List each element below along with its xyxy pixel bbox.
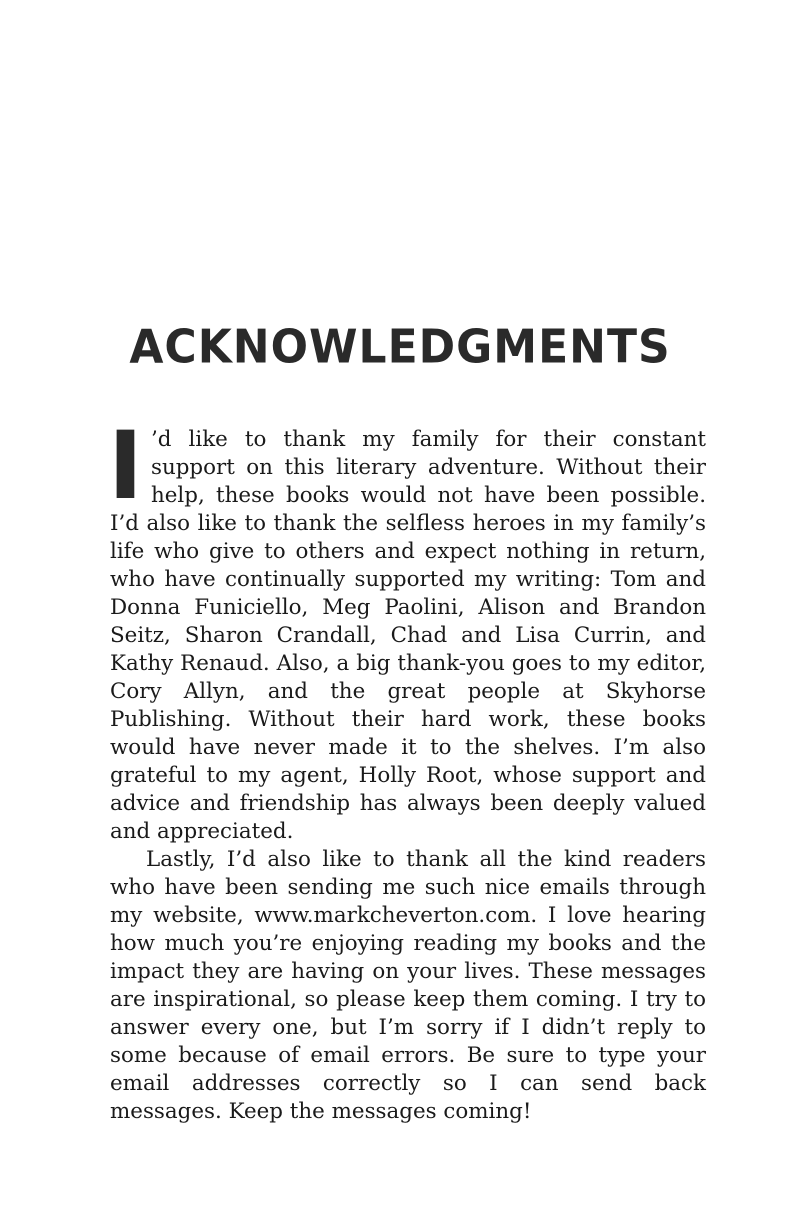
paragraph-1 xyxy=(108,412,706,846)
page-title: ACKNOWLEDGMENTS xyxy=(129,320,671,375)
paragraph-1-text: ’d like to thank my family for their constant support on this literary adventure. Without their help, these books would not have been possible. I’d also like to thank the selfless heroes in my family’s life who give to others and expect nothing in return, who have continually supported my writing: Tom and Donna Funiciello, Meg Paolini, Alison and Brandon Seitz, Sharon Crandall, Chad and Lisa Currin, and Kathy Renaud. Also, a big thank-you goes to my editor, Cory Allyn, and the great people at Skyhorse Publishing. Without their hard work, these books would have never made it to the shelves. I’m also grateful to my agent, Holly Root, whose support and advice and friendship has always been deeply valued and appreciated. xyxy=(110,427,706,844)
acknowledgments-body xyxy=(108,412,706,1126)
paragraph-2: Lastly, I’d also like to thank all the kind readers who have been sending me such nice emails through my website, www.markcheverton.com. I love hearing how much you’re enjoying reading my books and the impact they are having on your lives. These messages are inspirational, so please keep them coming. I try to answer every one, but I’m sorry if I didn’t reply to some because of email errors. Be sure to type your email addresses correctly so I can send back messages. Keep the messages coming! xyxy=(110,847,706,1124)
drop-cap: I xyxy=(108,412,143,521)
